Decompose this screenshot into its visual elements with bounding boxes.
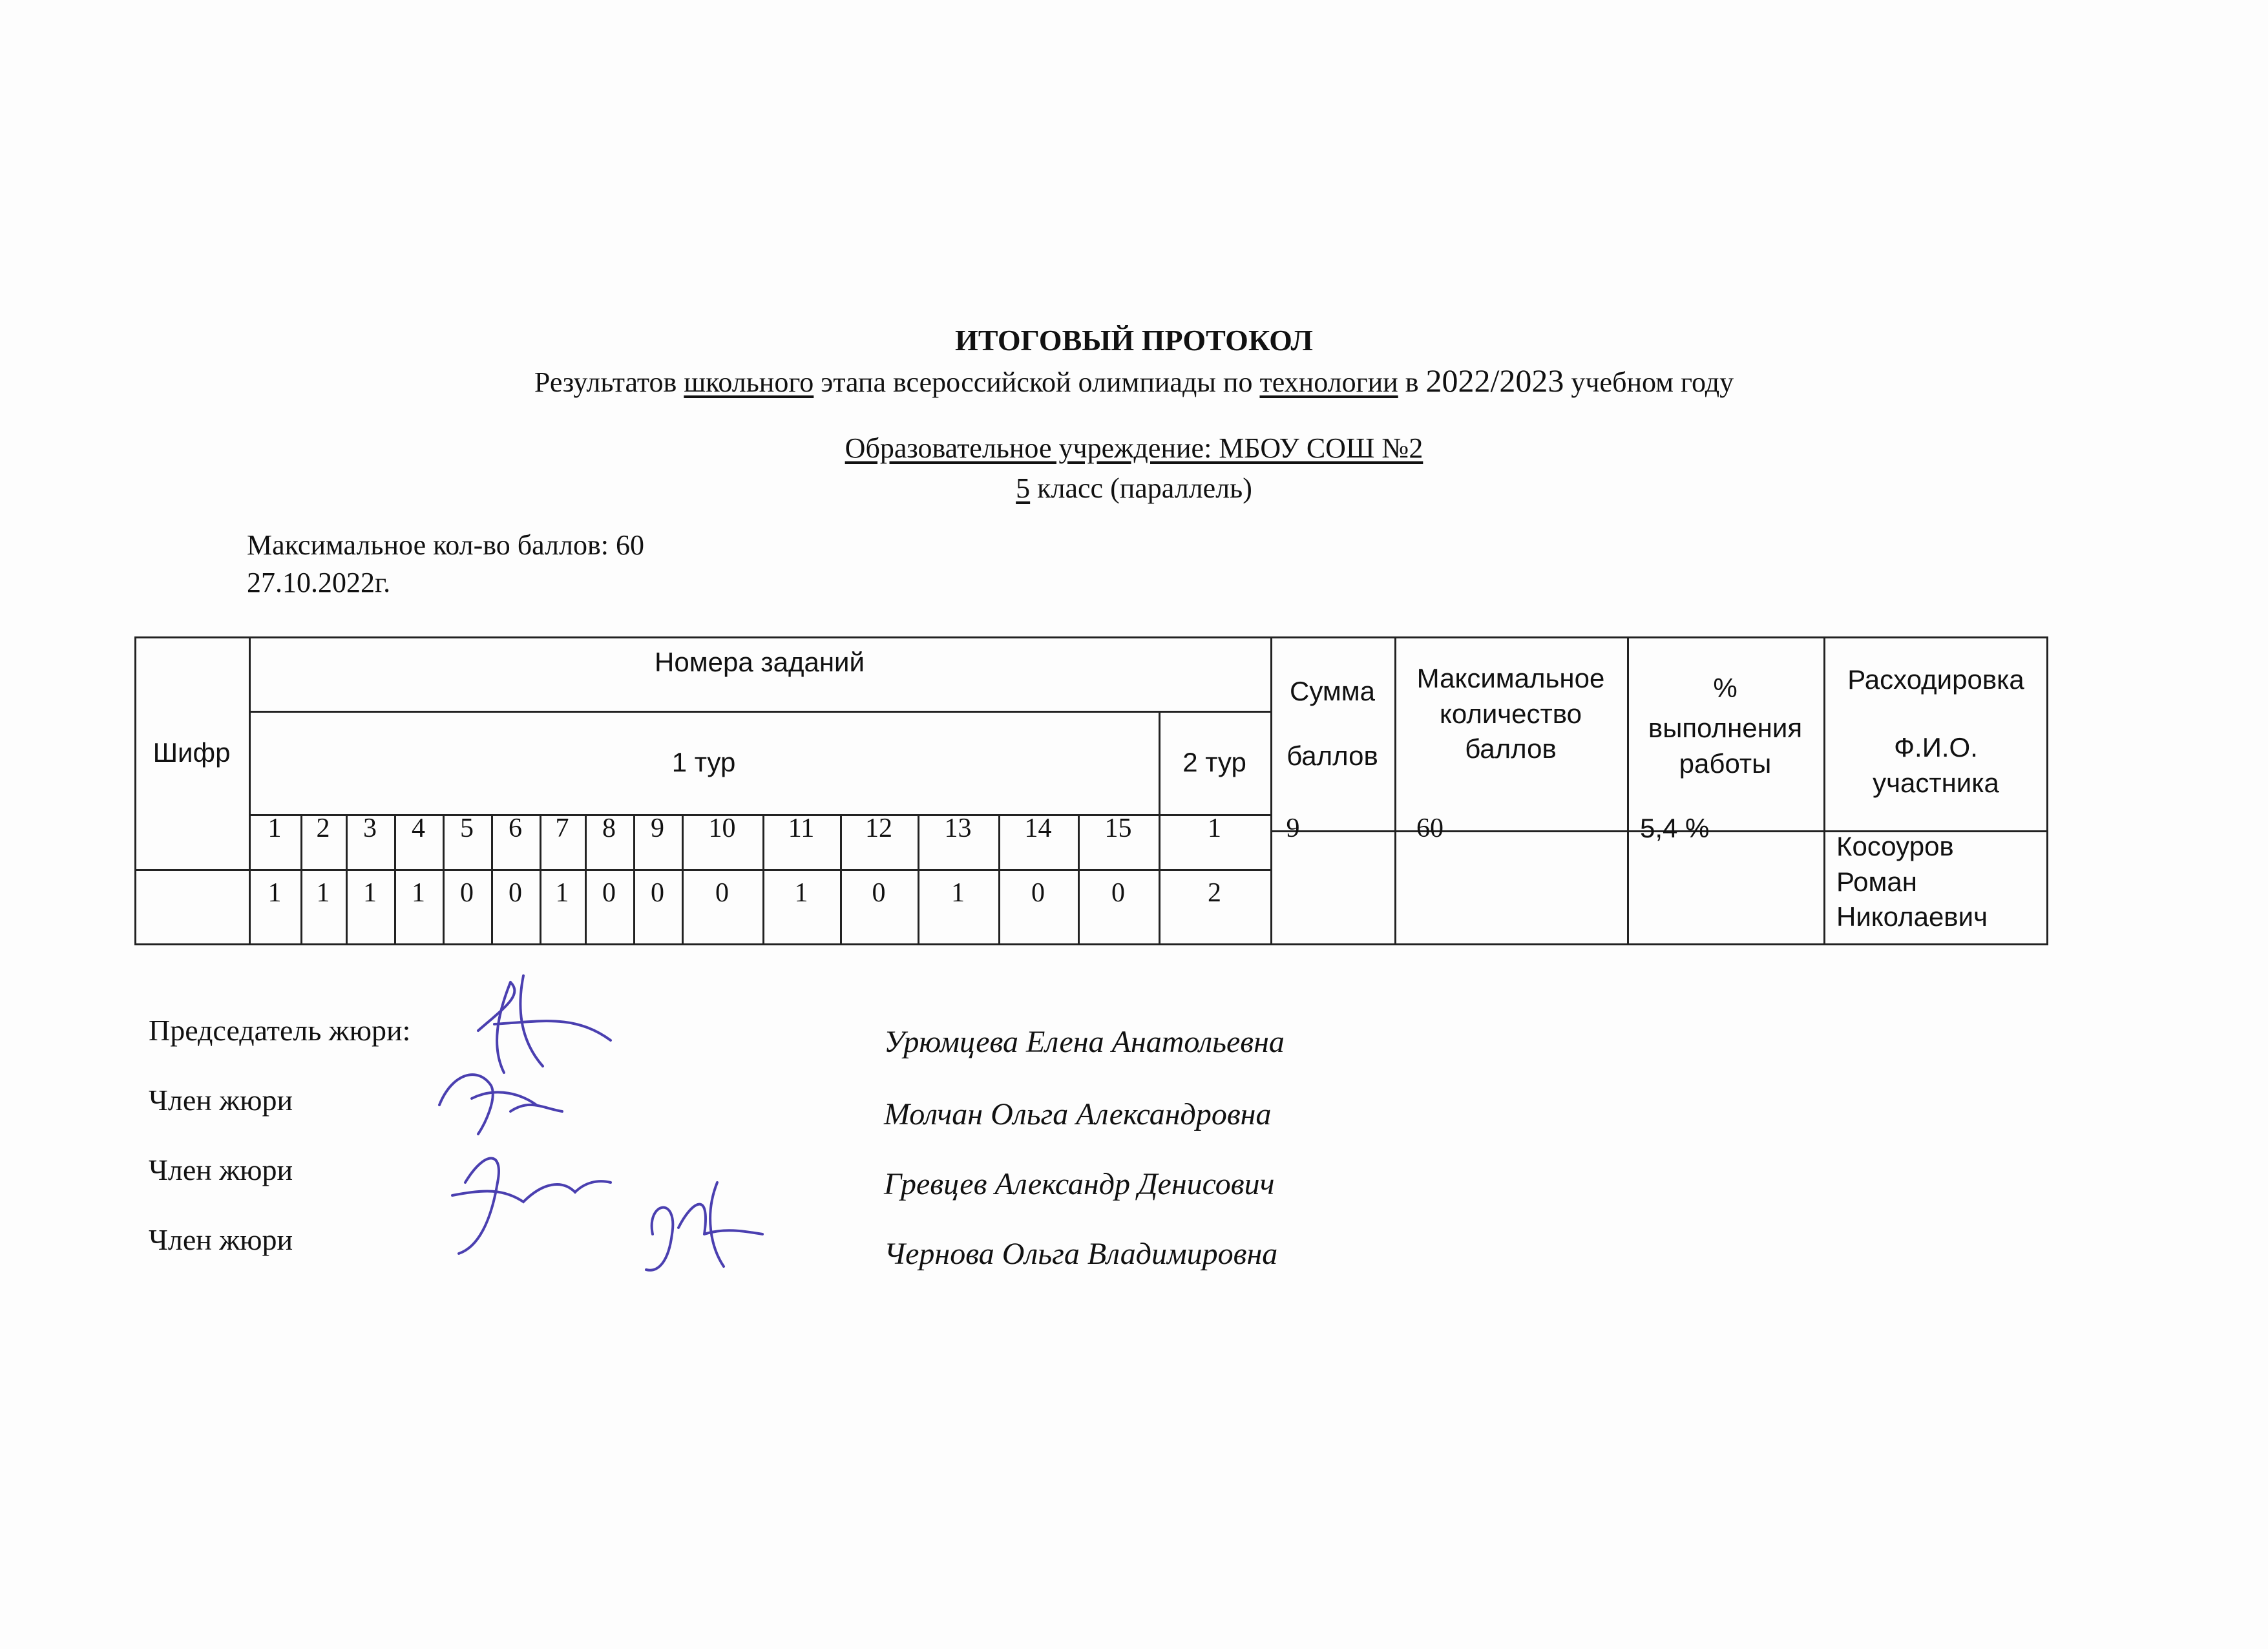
- col-percent-line2: выполнения работы: [1648, 713, 1803, 779]
- col-decode-line2: Ф.И.О. участника: [1873, 732, 1999, 798]
- task-score: 0: [651, 878, 664, 908]
- task-score: 1: [951, 878, 965, 908]
- class-text: класс (параллель): [1037, 472, 1252, 504]
- task-score: 1: [794, 878, 808, 908]
- task-number: 1: [1208, 814, 1221, 843]
- task-number: 14: [1024, 814, 1052, 843]
- task-score: 0: [715, 878, 729, 908]
- jury-chair-name: Урюмцева Елена Анатольевна: [884, 1025, 1285, 1059]
- task-number: 4: [412, 814, 425, 843]
- jury-member-label: Член жюри: [149, 1223, 293, 1256]
- signature-drawing: [433, 1060, 569, 1137]
- signature-drawing: [640, 1176, 769, 1279]
- row-max: 60: [1416, 814, 1444, 843]
- institution: Образовательное учреждение: МБОУ СОШ №2: [845, 432, 1423, 464]
- col-sum-line1: Сумма: [1290, 675, 1375, 706]
- jury-member-label: Член жюри: [149, 1084, 293, 1117]
- subtitle-pre: Результатов: [534, 366, 677, 398]
- document-date: 27.10.2022г.: [247, 567, 391, 598]
- task-score: 1: [363, 878, 377, 908]
- task-score: 0: [1031, 878, 1045, 908]
- jury-member-label: Член жюри: [149, 1153, 293, 1186]
- table-line: [134, 869, 1270, 871]
- task-number: 8: [602, 814, 616, 843]
- jury-member-name: Чернова Ольга Владимировна: [884, 1237, 1278, 1271]
- task-number: 10: [708, 814, 736, 843]
- row-percent: 5,4 %: [1640, 813, 1710, 843]
- task-number: 11: [788, 814, 815, 843]
- col-decode-line1: Расходировка: [1847, 664, 2024, 695]
- jury-chair-label: Председатель жюри:: [149, 1014, 411, 1047]
- subtitle-year: 2022/2023: [1425, 362, 1564, 399]
- task-score: 0: [1111, 878, 1125, 908]
- subtitle-mid: этапа всероссийской олимпиады по: [821, 366, 1253, 398]
- col-tasks: Номера заданий: [655, 646, 865, 677]
- col-cipher: Шифр: [152, 737, 231, 768]
- subtitle-stage: школьного: [684, 366, 814, 398]
- row-participant-name: Косоуров Роман Николаевич: [1836, 831, 1988, 932]
- document-title: ИТОГОВЫЙ ПРОТОКОЛ: [955, 324, 1313, 357]
- institution-line: [0, 432, 2268, 465]
- col-sum-line2: баллов: [1286, 740, 1378, 771]
- document-subtitle: [439, 362, 1829, 399]
- task-score: 0: [509, 878, 522, 908]
- task-number: 2: [316, 814, 330, 843]
- task-score: 0: [460, 878, 474, 908]
- jury-member-name: Гревцев Александр Денисович: [884, 1167, 1275, 1201]
- subtitle-in: в: [1405, 366, 1419, 398]
- col-round2: 2 тур: [1182, 746, 1246, 777]
- col-round1: 1 тур: [671, 746, 736, 777]
- task-score: 1: [555, 878, 569, 908]
- col-max: Максимальное количество баллов: [1416, 663, 1605, 764]
- task-score: 1: [412, 878, 425, 908]
- task-score: 1: [316, 878, 330, 908]
- col-percent-line1: %: [1713, 672, 1738, 703]
- task-number: 12: [865, 814, 892, 843]
- row-sum: 9: [1286, 814, 1300, 843]
- task-number: 9: [651, 814, 664, 843]
- class-number: 5: [1016, 472, 1031, 504]
- task-score: 2: [1208, 878, 1221, 908]
- jury-member-name: Молчан Ольга Александровна: [884, 1097, 1272, 1131]
- task-number: 1: [268, 814, 282, 843]
- task-score: 0: [602, 878, 616, 908]
- task-number: 15: [1104, 814, 1132, 843]
- max-score: Максимальное кол-во баллов: 60: [247, 529, 644, 561]
- signature-drawing: [446, 1144, 614, 1260]
- task-score: 0: [872, 878, 886, 908]
- task-number: 13: [944, 814, 972, 843]
- task-number: 6: [509, 814, 522, 843]
- task-number: 7: [555, 814, 569, 843]
- subtitle-subject: технологии: [1259, 366, 1398, 398]
- task-score: 1: [268, 878, 282, 908]
- class-line: [0, 472, 2268, 505]
- task-number: 3: [363, 814, 377, 843]
- task-number: 5: [460, 814, 474, 843]
- subtitle-post: учебном году: [1571, 366, 1734, 398]
